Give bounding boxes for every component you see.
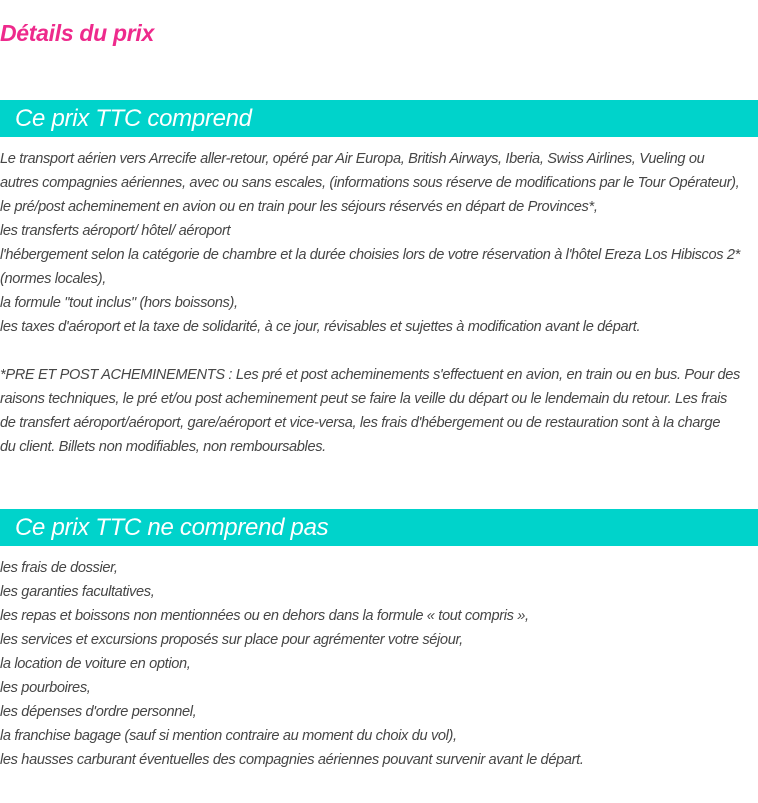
included-line: l'hébergement selon la catégorie de chambre et la durée choisies lors de votre réservation à l'hôtel Ereza Los Hibiscos 2* xyxy=(0,247,741,263)
excluded-line: la location de voiture en option, xyxy=(0,656,191,672)
included-line: autres compagnies aériennes, avec ou sans escales, (informations sous réserve de modifications par le Tour Opérateur), xyxy=(0,175,740,191)
excluded-section-heading: Ce prix TTC ne comprend pas xyxy=(0,509,758,546)
excluded-line: les garanties facultatives, xyxy=(0,584,155,600)
page-title: Détails du prix xyxy=(0,20,154,46)
acheminement-note-line: raisons techniques, le pré et/ou post acheminement peut se faire la veille du départ ou le lendemain du retour. Les frais xyxy=(0,391,727,407)
spacer xyxy=(0,339,758,363)
excluded-line: les pourboires, xyxy=(0,680,91,696)
included-line: les transferts aéroport/ hôtel/ aéroport xyxy=(0,223,231,239)
acheminement-note-line: de transfert aéroport/aéroport, gare/aéroport et vice-versa, les frais d'hébergement ou de restauration sont à la charge xyxy=(0,415,721,431)
included-list xyxy=(0,147,758,459)
excluded-line: les frais de dossier, xyxy=(0,560,118,576)
excluded-list xyxy=(0,556,758,772)
included-line: les taxes d'aéroport et la taxe de solidarité, à ce jour, révisables et sujettes à modification avant le départ. xyxy=(0,319,641,335)
excluded-line: les hausses carburant éventuelles des compagnies aériennes pouvant survenir avant le départ. xyxy=(0,752,584,768)
included-line: le pré/post acheminement en avion ou en train pour les séjours réservés en départ de Provinces*, xyxy=(0,199,598,215)
included-line: (normes locales), xyxy=(0,271,106,287)
acheminement-note-line: du client. Billets non modifiables, non remboursables. xyxy=(0,439,326,455)
included-line: la formule "tout inclus" (hors boissons), xyxy=(0,295,238,311)
excluded-line: la franchise bagage (sauf si mention contraire au moment du choix du vol), xyxy=(0,728,457,744)
excluded-line: les dépenses d'ordre personnel, xyxy=(0,704,197,720)
excluded-line: les repas et boissons non mentionnées ou en dehors dans la formule « tout compris », xyxy=(0,608,529,624)
included-line: Le transport aérien vers Arrecife aller-retour, opéré par Air Europa, British Airways, Iberia, Swiss Airlines, Vueling ou xyxy=(0,151,705,167)
acheminement-note-line: *PRE ET POST ACHEMINEMENTS : Les pré et post acheminements s'effectuent en avion, en train ou en bus. Pour des xyxy=(0,367,741,383)
excluded-line: les services et excursions proposés sur place pour agrémenter votre séjour, xyxy=(0,632,463,648)
included-section-heading: Ce prix TTC comprend xyxy=(0,100,758,137)
